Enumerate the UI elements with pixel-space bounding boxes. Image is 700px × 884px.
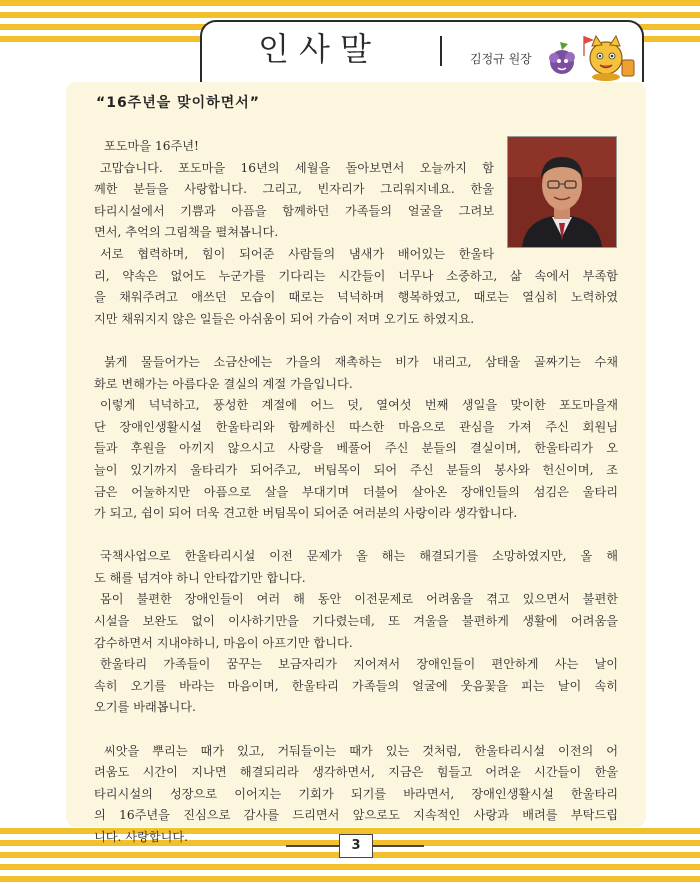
text-line: 가 되고, 쉼이 되어 더욱 견고한 버팀목이 되어준 여러분의 사랑이라 생각합니다.	[94, 506, 518, 521]
text-line: 화로 변해가는 아름다운 결실의 계절 가을입니다.	[94, 376, 353, 391]
text-line: 국책사업으로 한울타리시설 이전 문제가 올 해는 해결되기를 소망하였지만, 올 해	[100, 549, 618, 564]
text-line: 지만 채워지지 않은 일들은 아쉬움이 되어 가슴이 저며 오기도 하였지요.	[94, 311, 475, 326]
text-line: 께한 분들을 사랑합니다. 그리고, 빈자리가 그리워지네요. 한울	[94, 182, 494, 197]
article-body	[94, 136, 618, 849]
page-number-rule-right	[371, 845, 424, 847]
text-line: 오기를 바래봅니다.	[94, 700, 196, 715]
text-line: 감수하면서 지내야하니, 마음이 아프기만 합니다.	[94, 635, 353, 650]
text-line: 의 16주년을 진심으로 감사를 드리면서 앞으로도 지속적인 사랑과 배려를 부탁드립	[94, 808, 618, 823]
text-line: 을 채워주려고 애쓰던 모습이 때로는 넉넉하며 행복하였고, 때로는 열심히 노력하였	[94, 290, 618, 305]
text-line: 한울타리 가족들이 꿈꾸는 보금자리가 지어져서 장애인들이 편안하게 사는 날이	[100, 657, 618, 672]
page-title: 인사말	[258, 30, 381, 68]
text-line: 고맙습니다. 포도마을 16년의 세월을 돌아보면서 오늘까지 함	[100, 160, 494, 175]
text-line: 몸이 불편한 장애인들이 여러 해 동안 이전문제로 어려움을 겪고 있으면서 불편한	[100, 592, 618, 607]
text-line: 이렇게 넉넉하고, 풍성한 계절에 어느 덧, 열여섯 번째 생일을 맞이한 포도마을재	[100, 398, 618, 413]
text-line: 단 장애인생활시설 한울타리와 함께하신 따스한 마음으로 관심을 가져 주신 회원님	[94, 419, 618, 434]
text-line: 타리시설의 성장으로 이어지는 기회가 되기를 바라면서, 장애인생활시설 한울타리	[94, 786, 618, 801]
text-line: 서로 협력하며, 힘이 되어준 사람들의 냄새가 배어있는 한울타	[100, 246, 494, 261]
page-number: 3	[339, 834, 373, 858]
text-line: 늘이 있기까지 울타리가 되어주고, 버팀목이 되어 주신 분들의 봉사와 헌신이며, 조	[94, 462, 618, 477]
text-line: 속히 오기를 바라는 마음이며, 한울타리 가족들의 얼굴에 웃음꽃을 피는 날이 속히	[94, 678, 618, 693]
text-line: 니다. 사랑합니다.	[94, 830, 189, 844]
grape-mascot-illustration	[540, 32, 636, 82]
text-line: 도 해를 넘겨야 하니 안타깝기만 합니다.	[94, 570, 306, 585]
page-number-rule-left	[286, 845, 339, 847]
text-line: 시설을 보완도 없이 이사하기만을 기다렸는데, 또 겨울을 불편하게 생활에 어려움을	[94, 614, 618, 629]
text-line: 면서, 추억의 그림책을 펼쳐봅니다.	[94, 225, 279, 240]
text-line: 씨앗을 뿌리는 때가 있고, 거둬들이는 때가 있는 것처럼, 한울타리시설 이전의 어	[104, 743, 618, 758]
text-line: 려움도 시간이 지나면 해결되리라 생각하면서, 지금은 힘들고 어려운 시간들이 한울	[94, 765, 618, 780]
paragraph-gap	[94, 719, 618, 741]
text-line: 들과 후원을 아끼지 않으시고 사랑을 베풀어 주신 분들의 결실이며, 한울타리가 오	[94, 441, 618, 456]
article-heading: “16주년을 맞이하면서”	[96, 95, 260, 111]
paragraph-gap	[94, 330, 618, 352]
author-name: 김정규 원장	[470, 52, 532, 66]
text-line: 타리시설에서 기쁨과 아픔을 함께하던 가족들의 얼굴을 그려보	[94, 203, 494, 218]
text-line: 금은 어눌하지만 아픔으로 살을 부대기며 더불어 살아온 장애인들의 섬김은 울타리	[94, 484, 618, 499]
text-line: 포도마을 16주년!	[104, 139, 199, 153]
text-line: 붉게 물들어가는 소금산에는 가을의 재촉하는 비가 내리고, 삼태울 골짜기는 수채	[104, 354, 618, 369]
paragraph-gap	[94, 525, 618, 547]
text-line: 리, 약속은 없어도 누군가를 기다리는 시간들이 너무나 소중하고, 삶 속에서 부족함	[94, 268, 618, 283]
title-divider	[440, 36, 442, 66]
